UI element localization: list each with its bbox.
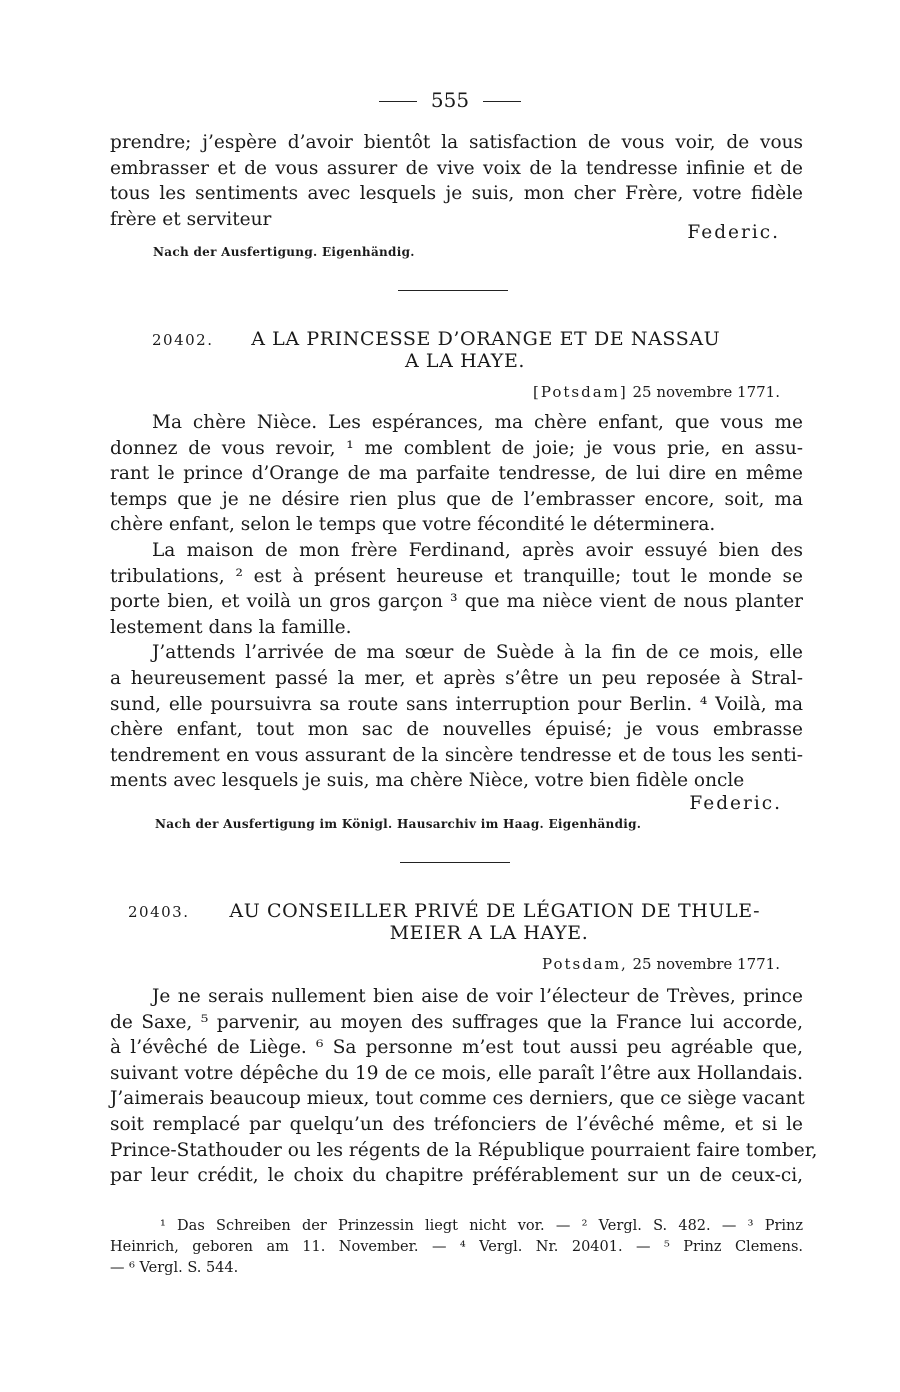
body-line: à l’évêché de Liège. ⁶ Sa personne m’est tout aussi peu agréable que, xyxy=(110,1037,803,1059)
letter-title-line: AU CONSEILLER PRIVÉ DE LÉGATION DE THULE- xyxy=(229,900,761,922)
letter-body xyxy=(110,410,803,794)
page-number: 555 xyxy=(430,88,470,112)
footnote-line: Heinrich, geboren am 11. November. — ⁴ Vergl. Nr. 20401. — ⁵ Prinz Clemens. xyxy=(110,1239,803,1255)
letter-heading xyxy=(152,328,758,372)
previous-letter-ending xyxy=(110,130,803,232)
source-note: Nach der Ausfertigung. Eigenhändig. xyxy=(153,245,415,259)
body-line: tous les sentiments avec lesquels je suis, mon cher Frère, votre fidèle xyxy=(110,183,803,205)
footnote-line: ¹ Das Schreiben der Prinzessin liegt nicht vor. — ² Vergl. S. 482. — ³ Prinz xyxy=(160,1218,803,1234)
body-line: donnez de vous revoir, ¹ me comblent de joie; je vous prie, en assu- xyxy=(110,437,803,459)
letter-title xyxy=(152,328,758,350)
section-divider xyxy=(400,862,510,863)
body-line: ments avec lesquels je suis, ma chère Nièce, votre bien fidèle oncle xyxy=(110,770,745,792)
body-line: suivant votre dépêche du 19 de ce mois, elle paraît l’être aux Hollandais. xyxy=(110,1062,803,1084)
body-line: par leur crédit, le choix du chapitre préférablement sur un de ceux-ci, xyxy=(110,1165,803,1187)
body-line: temps que je ne désire rien plus que de l’embrasser encore, soit, ma xyxy=(110,488,803,510)
header-dash-right xyxy=(483,101,521,102)
footnote-line: — ⁶ Vergl. S. 544. xyxy=(110,1260,239,1276)
letter-date xyxy=(110,383,780,401)
date-place: Potsdam, xyxy=(541,955,628,973)
letter-title-line-2: MEIER A LA HAYE. xyxy=(389,922,589,944)
body-line: chère enfant, tout mon sac de nouvelles épuisé; je vous embrasse xyxy=(110,719,803,741)
footnotes xyxy=(110,1216,803,1279)
body-line: de Saxe, ⁵ parvenir, au moyen des suffrages que la France lui accorde, xyxy=(110,1011,803,1033)
body-line: Ma chère Nièce. Les espérances, ma chère enfant, que vous me xyxy=(152,412,803,433)
body-line: porte bien, et voilà un gros garçon ³ que ma nièce vient de nous planter xyxy=(110,591,803,613)
body-line: lestement dans la famille. xyxy=(110,616,352,638)
signature: Federic. xyxy=(687,222,780,243)
body-line: frère et serviteur xyxy=(110,208,272,230)
signature: Federic. xyxy=(689,793,782,814)
body-line: soit remplacé par quelqu’un des tréfonciers de l’évêché même, et si le xyxy=(110,1113,803,1135)
page-header xyxy=(0,88,900,112)
body-line: prendre; j’espère d’avoir bientôt la satisfaction de vous voir, de vous xyxy=(110,132,803,153)
date-text: 25 novembre 1771. xyxy=(632,955,780,973)
letter-date xyxy=(110,955,780,973)
body-line: tendrement en vous assurant de la sincère tendresse et de tous les senti- xyxy=(110,744,803,766)
date-text: 25 novembre 1771. xyxy=(632,383,780,401)
body-line: Prince-Stathouder ou les régents de la République pourraient faire tomber, xyxy=(110,1139,818,1161)
header-dash-left xyxy=(379,101,417,102)
body-line: J’aimerais beaucoup mieux, tout comme ces derniers, que ce siège vacant xyxy=(110,1088,805,1110)
section-divider xyxy=(398,290,508,291)
letter-title-line-2: A LA HAYE. xyxy=(404,350,526,372)
letter-title-line: A LA PRINCESSE D’ORANGE ET DE NASSAU xyxy=(251,328,721,350)
body-line: Je ne serais nullement bien aise de voir l’électeur de Trèves, prince xyxy=(152,986,803,1007)
letter-heading xyxy=(128,900,800,944)
body-line: tribulations, ² est à présent heureuse et tranquille; tout le monde se xyxy=(110,565,803,587)
body-line: J’attends l’arrivée de ma sœur de Suède à la fin de ce mois, elle xyxy=(152,642,803,664)
body-line: embrasser et de vous assurer de vive voix de la tendresse infinie et de xyxy=(110,157,803,179)
body-line: a heureusement passé la mer, et après s’être un peu reposée à Stral- xyxy=(110,667,803,689)
body-line: sund, elle poursuivra sa route sans interruption pour Berlin. ⁴ Voilà, ma xyxy=(110,693,803,715)
letter-title xyxy=(128,900,800,922)
body-line: rant le prince d’Orange de ma parfaite tendresse, de lui dire en même xyxy=(110,463,803,485)
source-note: Nach der Ausfertigung im Königl. Hausarchiv im Haag. Eigenhändig. xyxy=(155,817,642,831)
letter-number: 20402. xyxy=(152,331,214,349)
body-line: chère enfant, selon le temps que votre fécondité le déterminera. xyxy=(110,514,716,536)
date-place: [Potsdam] xyxy=(533,383,628,401)
letter-body xyxy=(110,984,818,1189)
body-line: La maison de mon frère Ferdinand, après avoir essuyé bien des xyxy=(152,539,803,561)
letter-number: 20403. xyxy=(128,903,190,921)
